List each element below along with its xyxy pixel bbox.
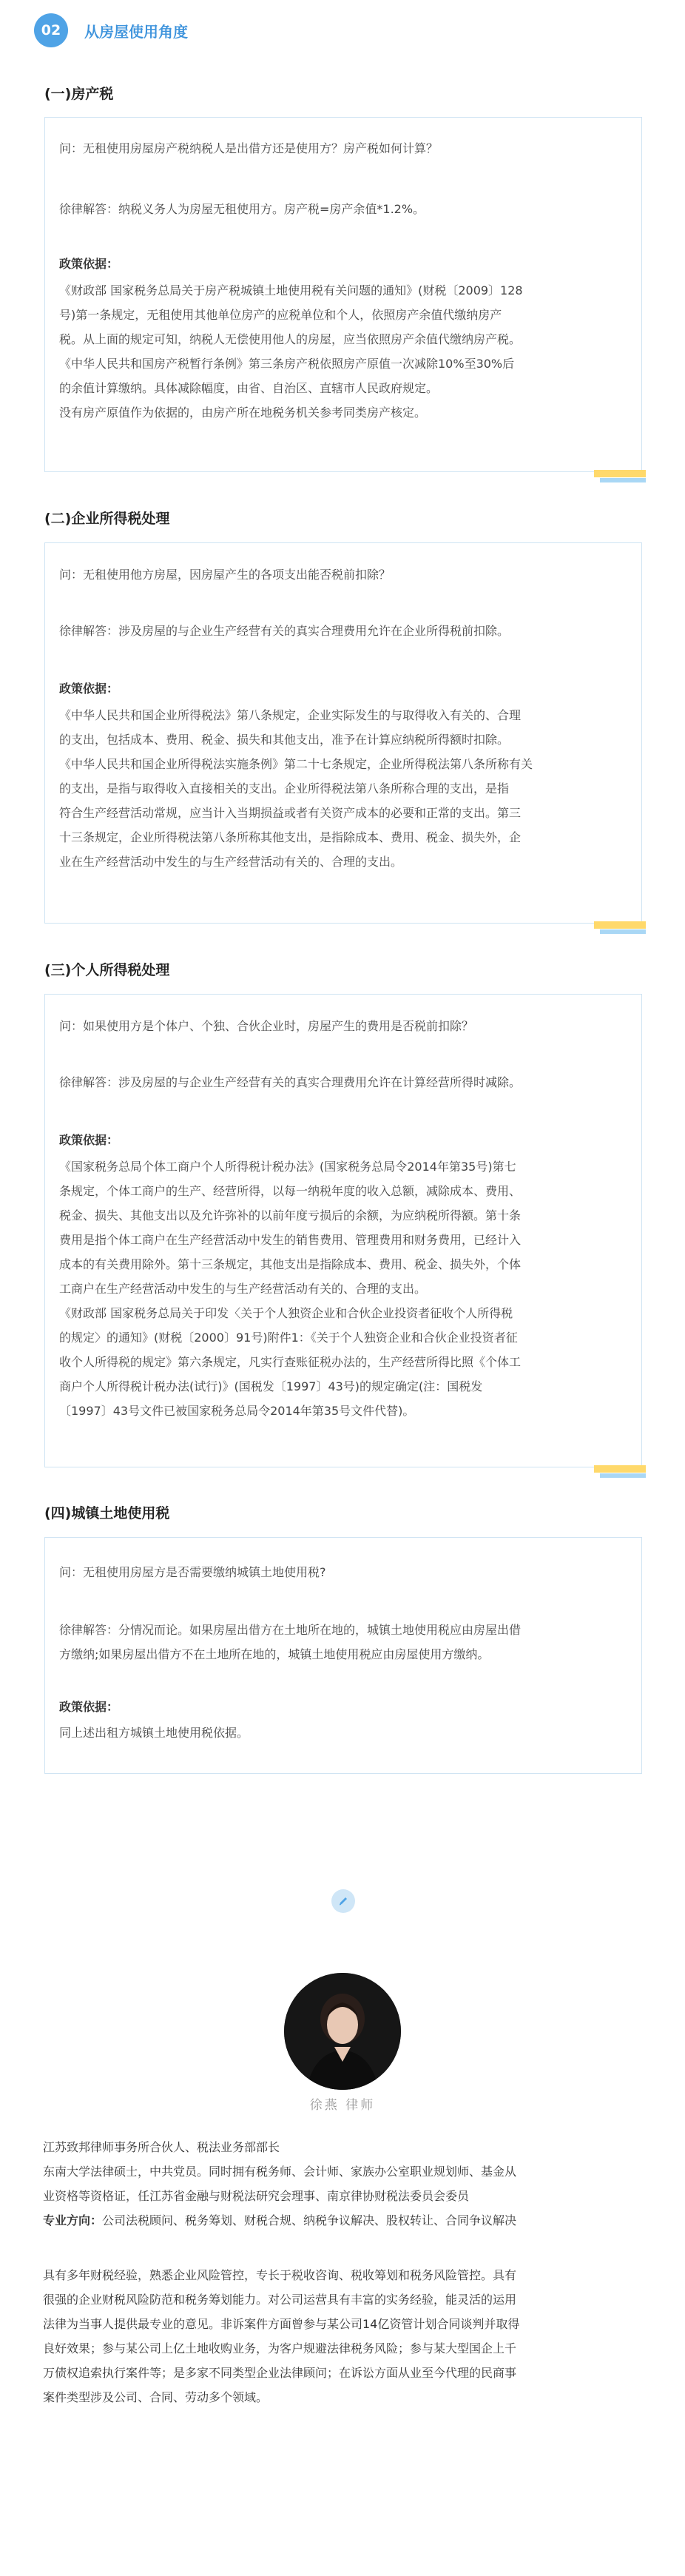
s2-title: (二)企业所得税处理 [44, 511, 170, 527]
s2-basis-line: 的支出，包括成本、费用、税金、损失和其他支出，准予在计算应纳税所得额时扣除。 [59, 733, 510, 747]
s3-basis-line: 成本的有关费用除外。第十三条规定，其他支出是指除成本、费用、税金、损失外，个体 [59, 1257, 522, 1271]
lawyer-exp-line: 具有多年财税经验，熟悉企业风险管控，专长于税收咨询、税收筹划和税务风险管控。具有 [43, 2268, 517, 2282]
s3-basis-line: 条规定，个体工商户的生产、经营所得，以每一纳税年度的收入总额，减除成本、费用、 [59, 1184, 522, 1198]
s2-basis-line: 《中华人民共和国企业所得税法》第八条规定，企业实际发生的与取得收入有关的、合理 [59, 708, 522, 722]
direction-label: 专业方向： [43, 2213, 103, 2227]
s2-basis-line: 十三条规定，企业所得税法第八条所称其他支出，是指除成本、费用、税金、损失外，企 [59, 830, 522, 844]
s4-basis-label: 政策依据： [59, 1700, 119, 1714]
s2-basis-line: 业在生产经营活动中发生的与生产经营活动有关的、合理的支出。 [59, 855, 403, 869]
s3-basis-line: 〔1997〕43号文件已被国家税务总局令2014年第35号文件代替)。 [59, 1404, 415, 1418]
section-title: 从房屋使用角度 [84, 22, 188, 41]
s1-basis-line: 号)第一条规定，无租使用其他单位房产的应税单位和个人，依照房产余值代缴纳房产 [59, 308, 502, 322]
s4-answer-line: 徐律解答：分情况而论。如果房屋出借方在土地所在地的，城镇土地使用税应由房屋出借 [59, 1623, 522, 1637]
s3-title: (三)个人所得税处理 [44, 962, 170, 978]
s3-answer: 徐律解答：涉及房屋的与企业生产经营有关的真实合理费用允许在计算经营所得时减除。 [59, 1075, 522, 1089]
s2-basis-line: 符合生产经营活动常规，应当计入当期损益或者有关资产成本的必要和正常的支出。第三 [59, 806, 522, 820]
s1-basis-line: 《中华人民共和国房产税暂行条例》第三条房产税依照房产原值一次减除10%至30%后 [59, 357, 515, 371]
lawyer-bio-line: 东南大学法律硕士，中共党员。同时拥有税务师、会计师、家族办公室职业规划师、基金从 [43, 2165, 517, 2179]
s1-basis-label: 政策依据： [59, 257, 119, 271]
lawyer-bio-line: 江苏致邦律师事务所合伙人、税法业务部部长 [43, 2140, 280, 2154]
lawyer-exp-line: 万债权追索执行案件等；是多家不同类型企业法律顾问；在诉讼方面从业至今代理的民商事 [43, 2366, 517, 2380]
s4-question: 问：无租使用房屋方是否需要缴纳城镇土地使用税? [59, 1565, 326, 1579]
lawyer-name: 徐燕 律师 [309, 2098, 376, 2113]
s4-answer-line: 方缴纳;如果房屋出借方不在土地所在地的，城镇土地使用税应由房屋使用方缴纳。 [59, 1647, 490, 1661]
s2-question: 问：无租使用他方房屋，因房屋产生的各项支出能否税前扣除？ [59, 568, 391, 582]
s4-title: (四)城镇土地使用税 [44, 1505, 170, 1521]
lawyer-exp-line: 很强的企业财税风险防范和税务筹划能力。对公司运营具有丰富的实务经验，能灵活的运用 [43, 2293, 517, 2307]
s1-basis-line: 没有房产原值作为依据的，由房产所在地税务机关参考同类房产核定。 [59, 406, 427, 420]
direction-text: 公司法税顾问、税务筹划、财税合规、纳税争议解决、股权转让、合同争议解决 [102, 2213, 517, 2227]
s3-basis-line: 的规定〉的通知》(财税〔2000〕91号)附件1：《关于个人独资企业和合伙企业投资者征 [59, 1331, 518, 1345]
s3-question: 问：如果使用方是个体户、个独、合伙企业时，房屋产生的费用是否税前扣除？ [59, 1019, 474, 1033]
s1-basis-line: 的余值计算缴纳。具体减除幅度，由省、自治区、直辖市人民政府规定。 [59, 381, 439, 395]
lawyer-photo [284, 1973, 401, 2090]
lawyer-exp-line: 法律为当事人提供最专业的意见。非诉案件方面曾参与某公司14亿资管计划合同谈判并取得 [43, 2317, 520, 2331]
s4-basis-text: 同上述出租方城镇土地使用税依据。 [59, 1726, 249, 1740]
s3-basis-line: 收个人所得税的规定》第六条规定，凡实行查账征税办法的，生产经营所得比照《个体工 [59, 1355, 522, 1369]
s3-basis-line: 工商户在生产经营活动中发生的与生产经营活动有关的、合理的支出。 [59, 1282, 427, 1296]
s2-basis-line: 的支出，是指与取得收入直接相关的支出。企业所得税法第八条所称合理的支出，是指 [59, 781, 510, 796]
s2-basis-line: 《中华人民共和国企业所得税法实施条例》第二十七条规定，企业所得税法第八条所称有关 [59, 757, 533, 771]
s1-title: (一)房产税 [44, 86, 114, 102]
s2-basis-label: 政策依据： [59, 682, 119, 696]
s1-basis-line: 《财政部 国家税务总局关于房产税城镇土地使用税有关问题的通知》(财税〔2009〕128 [59, 283, 523, 297]
lawyer-exp-line: 良好效果；参与某公司上亿土地收购业务，为客户规避法律税务风险；参与某大型国企上千 [43, 2341, 517, 2355]
s3-basis-label: 政策依据： [59, 1133, 119, 1147]
s2-answer: 徐律解答：涉及房屋的与企业生产经营有关的真实合理费用允许在企业所得税前扣除。 [59, 624, 510, 638]
s3-basis-line: 商户个人所得税计税办法(试行)》(国税发〔1997〕43号)的规定确定(注：国税发 [59, 1379, 483, 1393]
section-number-badge: 02 [34, 13, 68, 47]
lawyer-bio-line: 业资格等资格证，任江苏省金融与财税法研究会理事、南京律协财税法委员会委员 [43, 2189, 470, 2203]
s1-question: 问：无租使用房屋房产税纳税人是出借方还是使用方？房产税如何计算？ [59, 141, 439, 155]
s1-answer: 徐律解答：纳税义务人为房屋无租使用方。房产税=房产余值*1.2%。 [59, 202, 425, 216]
s3-basis-line: 《财政部 国家税务总局关于印发〈关于个人独资企业和合伙企业投资者征收个人所得税 [59, 1306, 513, 1320]
lawyer-direction [43, 2208, 642, 2233]
pen-icon [331, 1889, 355, 1913]
lawyer-exp-line: 案件类型涉及公司、合同、劳动多个领域。 [43, 2390, 269, 2404]
s3-basis-line: 《国家税务总局个体工商户个人所得税计税办法》(国家税务总局令2014年第35号)第七 [59, 1160, 516, 1174]
section-header [34, 10, 188, 50]
s3-basis-line: 税金、损失、其他支出以及允许弥补的以前年度亏损后的余额，为应纳税所得额。第十条 [59, 1208, 522, 1223]
s3-basis-line: 费用是指个体工商户在生产经营活动中发生的销售费用、管理费用和财务费用，已经计入 [59, 1233, 522, 1247]
s1-basis-line: 税。从上面的规定可知，纳税人无偿使用他人的房屋，应当依照房产余值代缴纳房产税。 [59, 332, 522, 346]
